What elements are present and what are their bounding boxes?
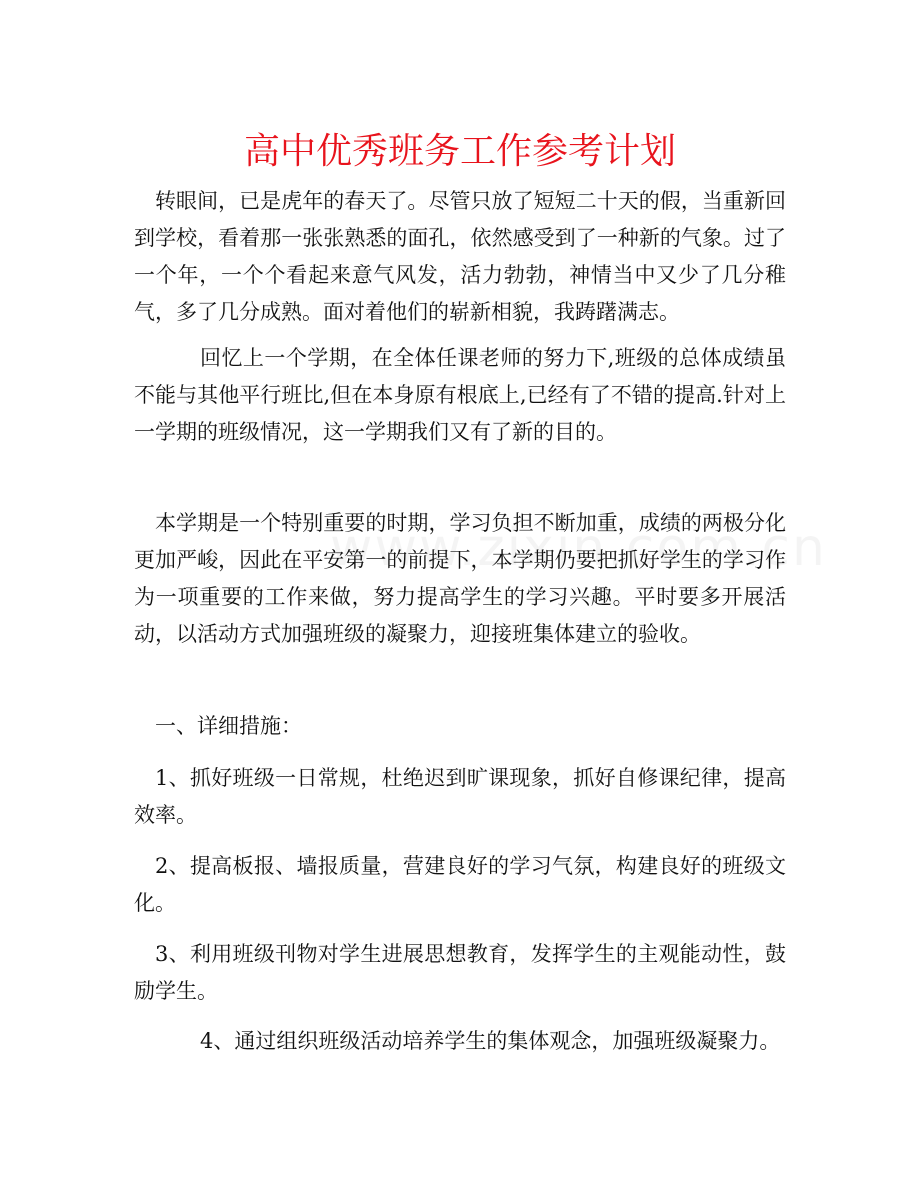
paragraph-review: 回忆上一个学期，在全体任课老师的努力下,班级的总体成绩虽不能与其他平行班比,但在本身原有根底上,已经有了不错的提高.针对上一学期的班级情况，这一学期我们又有了新的目的。	[134, 346, 786, 444]
document-title: 高中优秀班务工作参考计划	[243, 131, 676, 172]
measure-item-3: 3、利用班级刊物对学生进展思想教育，发挥学生的主观能动性，鼓励学生。	[134, 942, 786, 1003]
measure-item-4: 4、通过组织班级活动培养学生的集体观念，加强班级凝聚力。	[200, 1029, 781, 1053]
measure-item-1: 1、抓好班级一日常规，杜绝迟到旷课现象，抓好自修课纪律，提高效率。	[134, 766, 786, 827]
paragraph-intro: 转眼间，已是虎年的春天了。尽管只放了短短二十天的假，当重新回到学校，看着那一张张熟悉的面孔，依然感受到了一种新的气象。过了一个年，一个个看起来意气风发，活力勃勃，神情当中又少了几分稚气，多了几分成熟。面对着他们的崭新相貌，我踌躇满志。	[134, 189, 786, 324]
section-heading-measures: 一、详细措施：	[155, 714, 302, 738]
measure-item-2: 2、提高板报、墙报质量，营建良好的学习气氛，构建良好的班级文化。	[134, 854, 786, 915]
paragraph-semester-goals: 本学期是一个特别重要的时期，学习负担不断加重，成绩的两极分化更加严峻，因此在平安第一的前提下，本学期仍要把抓好学生的学习作为一项重要的工作来做，努力提高学生的学习兴趣。平时要多开展活动，以活动方式加强班级的凝聚力，迎接班集体建立的验收。	[134, 511, 786, 646]
